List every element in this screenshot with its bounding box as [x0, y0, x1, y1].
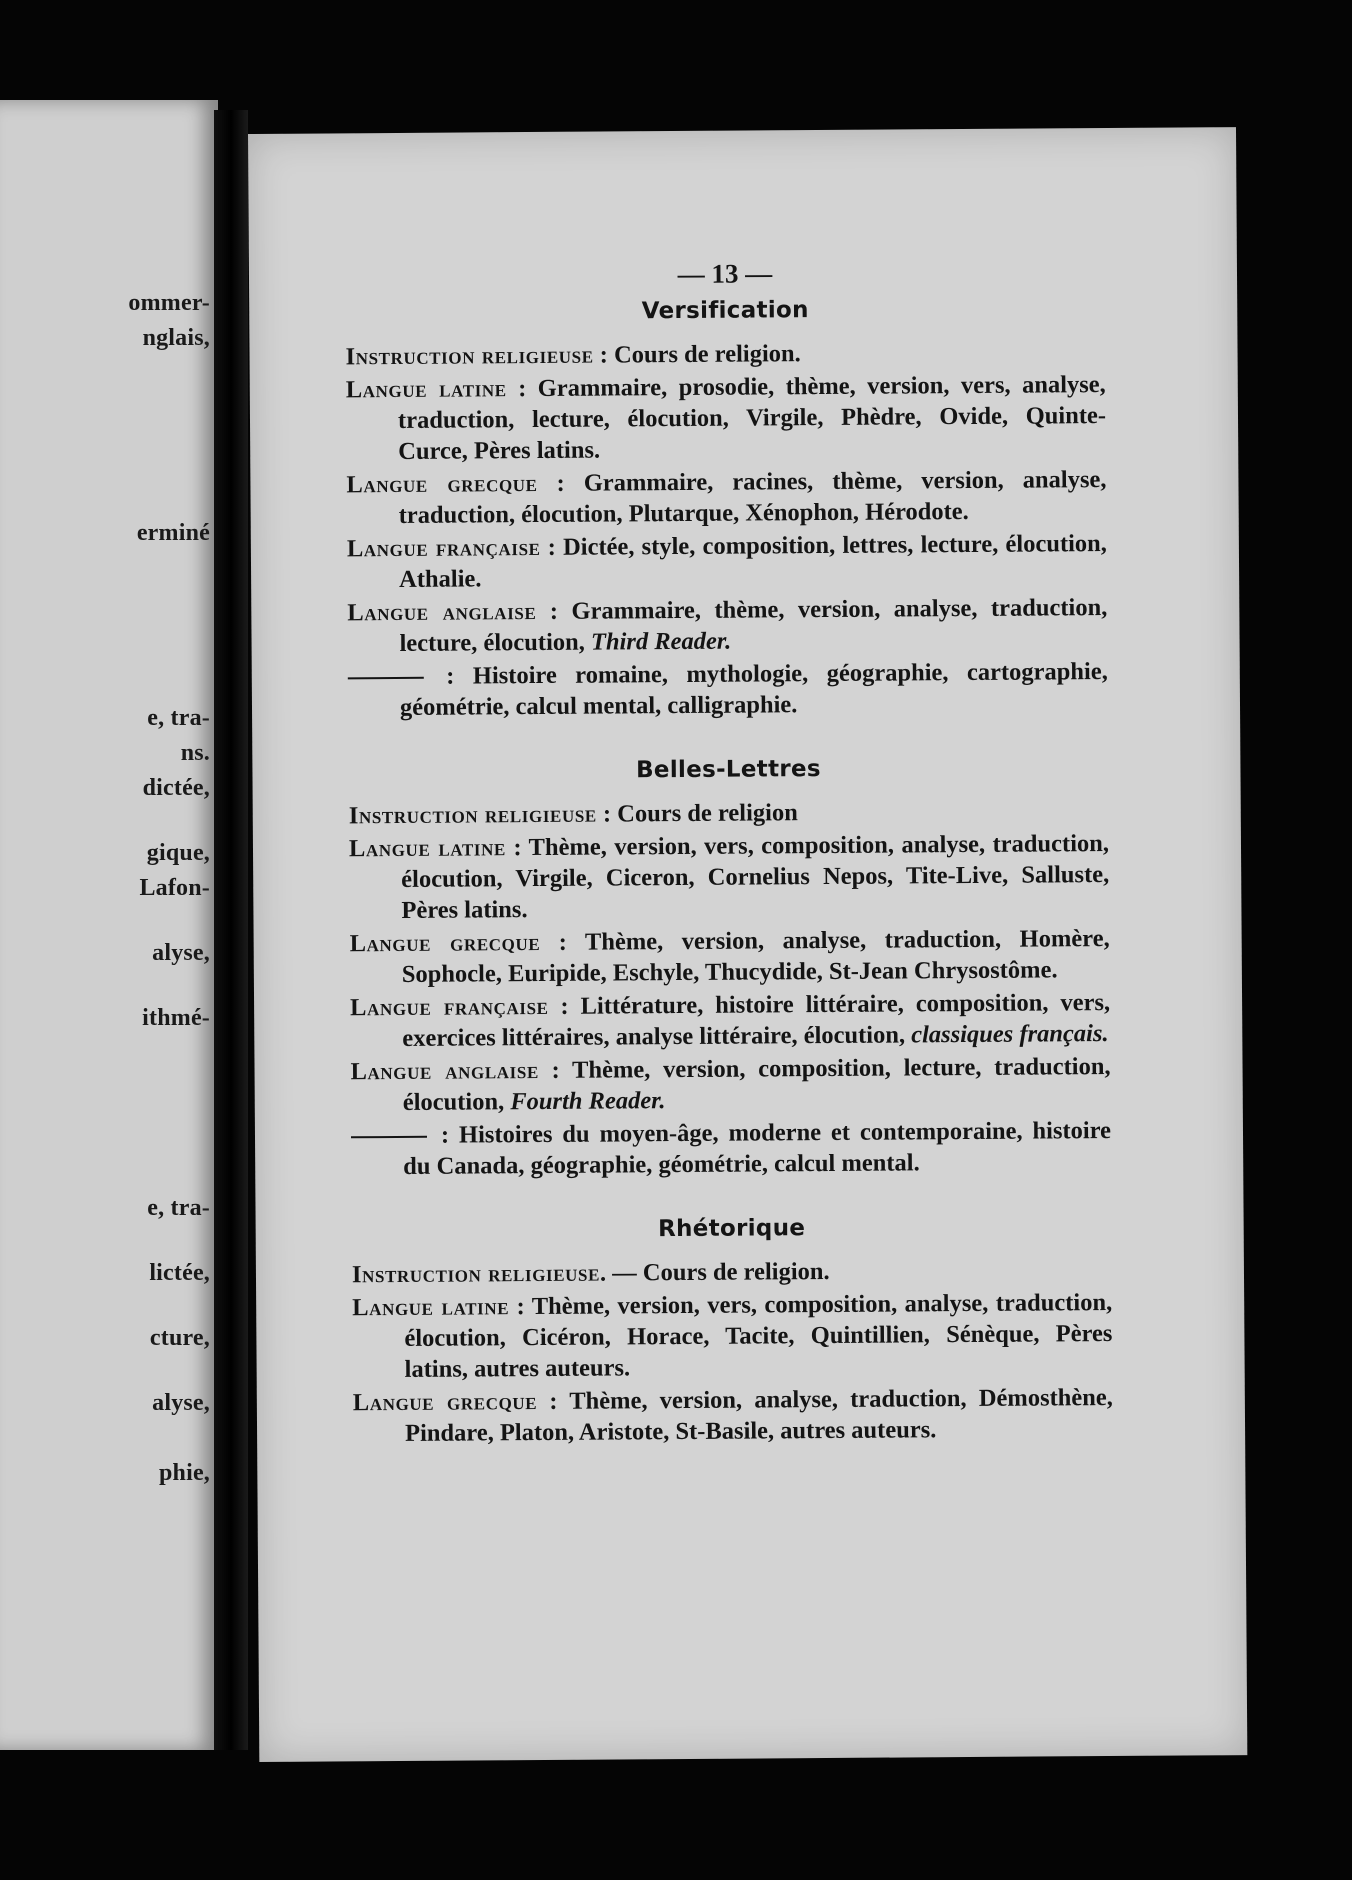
course-text: Grammaire, prosodie, thème, version, vers, analyse, traduction, lecture, élocution, Virgile, Phèdre, Ovide, Quinte-Curce, Pères latins.	[397, 371, 1107, 465]
subject-separator: :	[596, 800, 618, 828]
subject-separator: :	[548, 992, 581, 1020]
left-page-text-fragment: ns.	[180, 740, 210, 766]
subject-label: Langue grecque	[346, 469, 538, 499]
book-spine	[214, 110, 248, 1750]
subject-separator: :	[540, 533, 564, 561]
course-entry	[350, 923, 1110, 990]
course-entry	[345, 336, 1105, 372]
subject-separator: :	[537, 1387, 570, 1416]
subject-label: Langue grecque	[349, 928, 541, 958]
course-text-italic: classiques français.	[911, 1020, 1109, 1049]
section-title: Rhétorique	[657, 1215, 806, 1243]
course-entry	[352, 1287, 1113, 1385]
course-entry	[347, 592, 1107, 659]
course-entry	[350, 987, 1110, 1054]
sections	[345, 293, 1113, 1449]
subject-label: Langue latine	[348, 834, 507, 863]
page-content	[345, 256, 1113, 1451]
course-text: Grammaire, racines, thème, version, analyse, traduction, élocution, Plutarque, Xénophon, Hérodote.	[398, 466, 1107, 529]
course-text: Histoire romaine, mythologie, géographie, cartographie, géométrie, calcul mental, calligraphie.	[399, 658, 1108, 721]
course-text: Thème, version, vers, composition, analyse, traduction, élocution, Cicéron, Horace, Tacite, Quintillien, Sénèque, Pères latins, autres auteurs.	[404, 1288, 1113, 1383]
subject-label: Instruction religieuse	[345, 341, 594, 371]
course-text: Thème, version, composition, lecture, traduction, élocution,	[402, 1053, 1111, 1116]
subject-separator: :	[509, 1293, 532, 1321]
course-entry	[347, 528, 1107, 595]
course-text: Thème, version, vers, composition, analyse, traduction, élocution, Virgile, Ciceron, Cornelius Nepos, Tite-Live, Salluste, Pères latins.	[401, 830, 1110, 924]
course-entry	[346, 464, 1106, 531]
left-page-text-fragment: e, tra-	[147, 705, 210, 731]
left-page-text-fragment: dictée,	[142, 775, 210, 801]
subject-label: Langue anglaise	[347, 597, 537, 627]
page-number: — 13 —	[677, 258, 773, 290]
subject-separator: :	[505, 834, 529, 862]
subject-separator: . —	[599, 1259, 643, 1287]
subject-label: Langue anglaise	[350, 1056, 539, 1086]
left-page-text-fragment: erminé	[136, 520, 210, 546]
left-page-text-fragment: ommer-	[128, 290, 210, 316]
course-text-italic: Fourth Reader.	[510, 1087, 666, 1116]
ditto-dash	[348, 677, 424, 680]
course-entry	[353, 1382, 1113, 1449]
course-text: Grammaire, thème, version, analyse, traduction, lecture, élocution,	[399, 594, 1108, 657]
subject-separator: :	[537, 469, 584, 497]
left-page-text-fragment: alyse,	[152, 940, 210, 966]
course-text: Cours de religion.	[613, 340, 801, 369]
left-page-text-fragment: ithmé-	[142, 1005, 210, 1031]
left-page-fragment	[0, 100, 218, 1750]
subject-separator: :	[593, 341, 615, 369]
course-text: Thème, version, analyse, traduction, Démosthène, Pindare, Platon, Aristote, St-Basile, autres auteurs.	[404, 1383, 1113, 1447]
ditto-dash	[351, 1136, 427, 1139]
course-text: Cours de religion	[617, 799, 798, 828]
subject-label: Instruction religieuse	[348, 800, 597, 830]
course-text: Littérature, histoire littéraire, composition, vers, exercices littéraires, analyse littéraire, élocution,	[402, 989, 1111, 1052]
left-page-text-fragment: cture,	[149, 1325, 210, 1351]
subject-label: Langue latine	[345, 375, 507, 404]
course-entry	[346, 369, 1107, 467]
subject-separator: :	[538, 1056, 573, 1084]
left-page-text-fragment: phie,	[158, 1460, 210, 1486]
course-text: Cours de religion.	[642, 1257, 830, 1287]
left-page-text-fragment: nglais,	[142, 325, 210, 351]
subject-label: Langue française	[350, 992, 549, 1022]
subject-separator: :	[536, 597, 572, 625]
subject-separator: :	[430, 1121, 460, 1149]
subject-separator: :	[506, 374, 538, 403]
course-entry	[350, 1051, 1110, 1118]
left-page-text-fragment: lictée,	[149, 1260, 210, 1286]
subject-separator: :	[427, 662, 473, 690]
section-title: Versification	[641, 297, 809, 325]
subject-label: Langue latine	[352, 1293, 510, 1322]
course-text-italic: Third Reader.	[590, 627, 732, 656]
course-entry	[349, 795, 1109, 831]
section-title: Belles-Lettres	[635, 756, 821, 784]
left-page-text-fragment: Lafon-	[139, 875, 210, 901]
left-page-text-fragment: e, tra-	[147, 1195, 210, 1221]
course-text: Dictée, style, composition, lettres, lecture, élocution, Athalie.	[399, 530, 1107, 593]
course-entry	[352, 1254, 1112, 1290]
subject-label: Langue française	[346, 533, 541, 563]
left-page-text-fragment: alyse,	[152, 1390, 210, 1416]
subject-label: Instruction religieuse	[351, 1259, 601, 1289]
right-page	[248, 127, 1247, 1762]
course-entry	[349, 828, 1110, 926]
left-page-text-fragment: gique,	[146, 840, 210, 866]
course-text: Histoires du moyen-âge, moderne et contemporaine, histoire du Canada, géographie, géométrie, calcul mental.	[403, 1117, 1112, 1180]
course-entry	[348, 656, 1108, 723]
subject-separator: :	[540, 928, 586, 956]
course-text: Thème, version, analyse, traduction, Homère, Sophocle, Euripide, Eschyle, Thucydide, St-Jean Chrysostôme.	[401, 925, 1110, 988]
course-entry	[351, 1115, 1111, 1182]
subject-label: Langue grecque	[352, 1388, 538, 1417]
